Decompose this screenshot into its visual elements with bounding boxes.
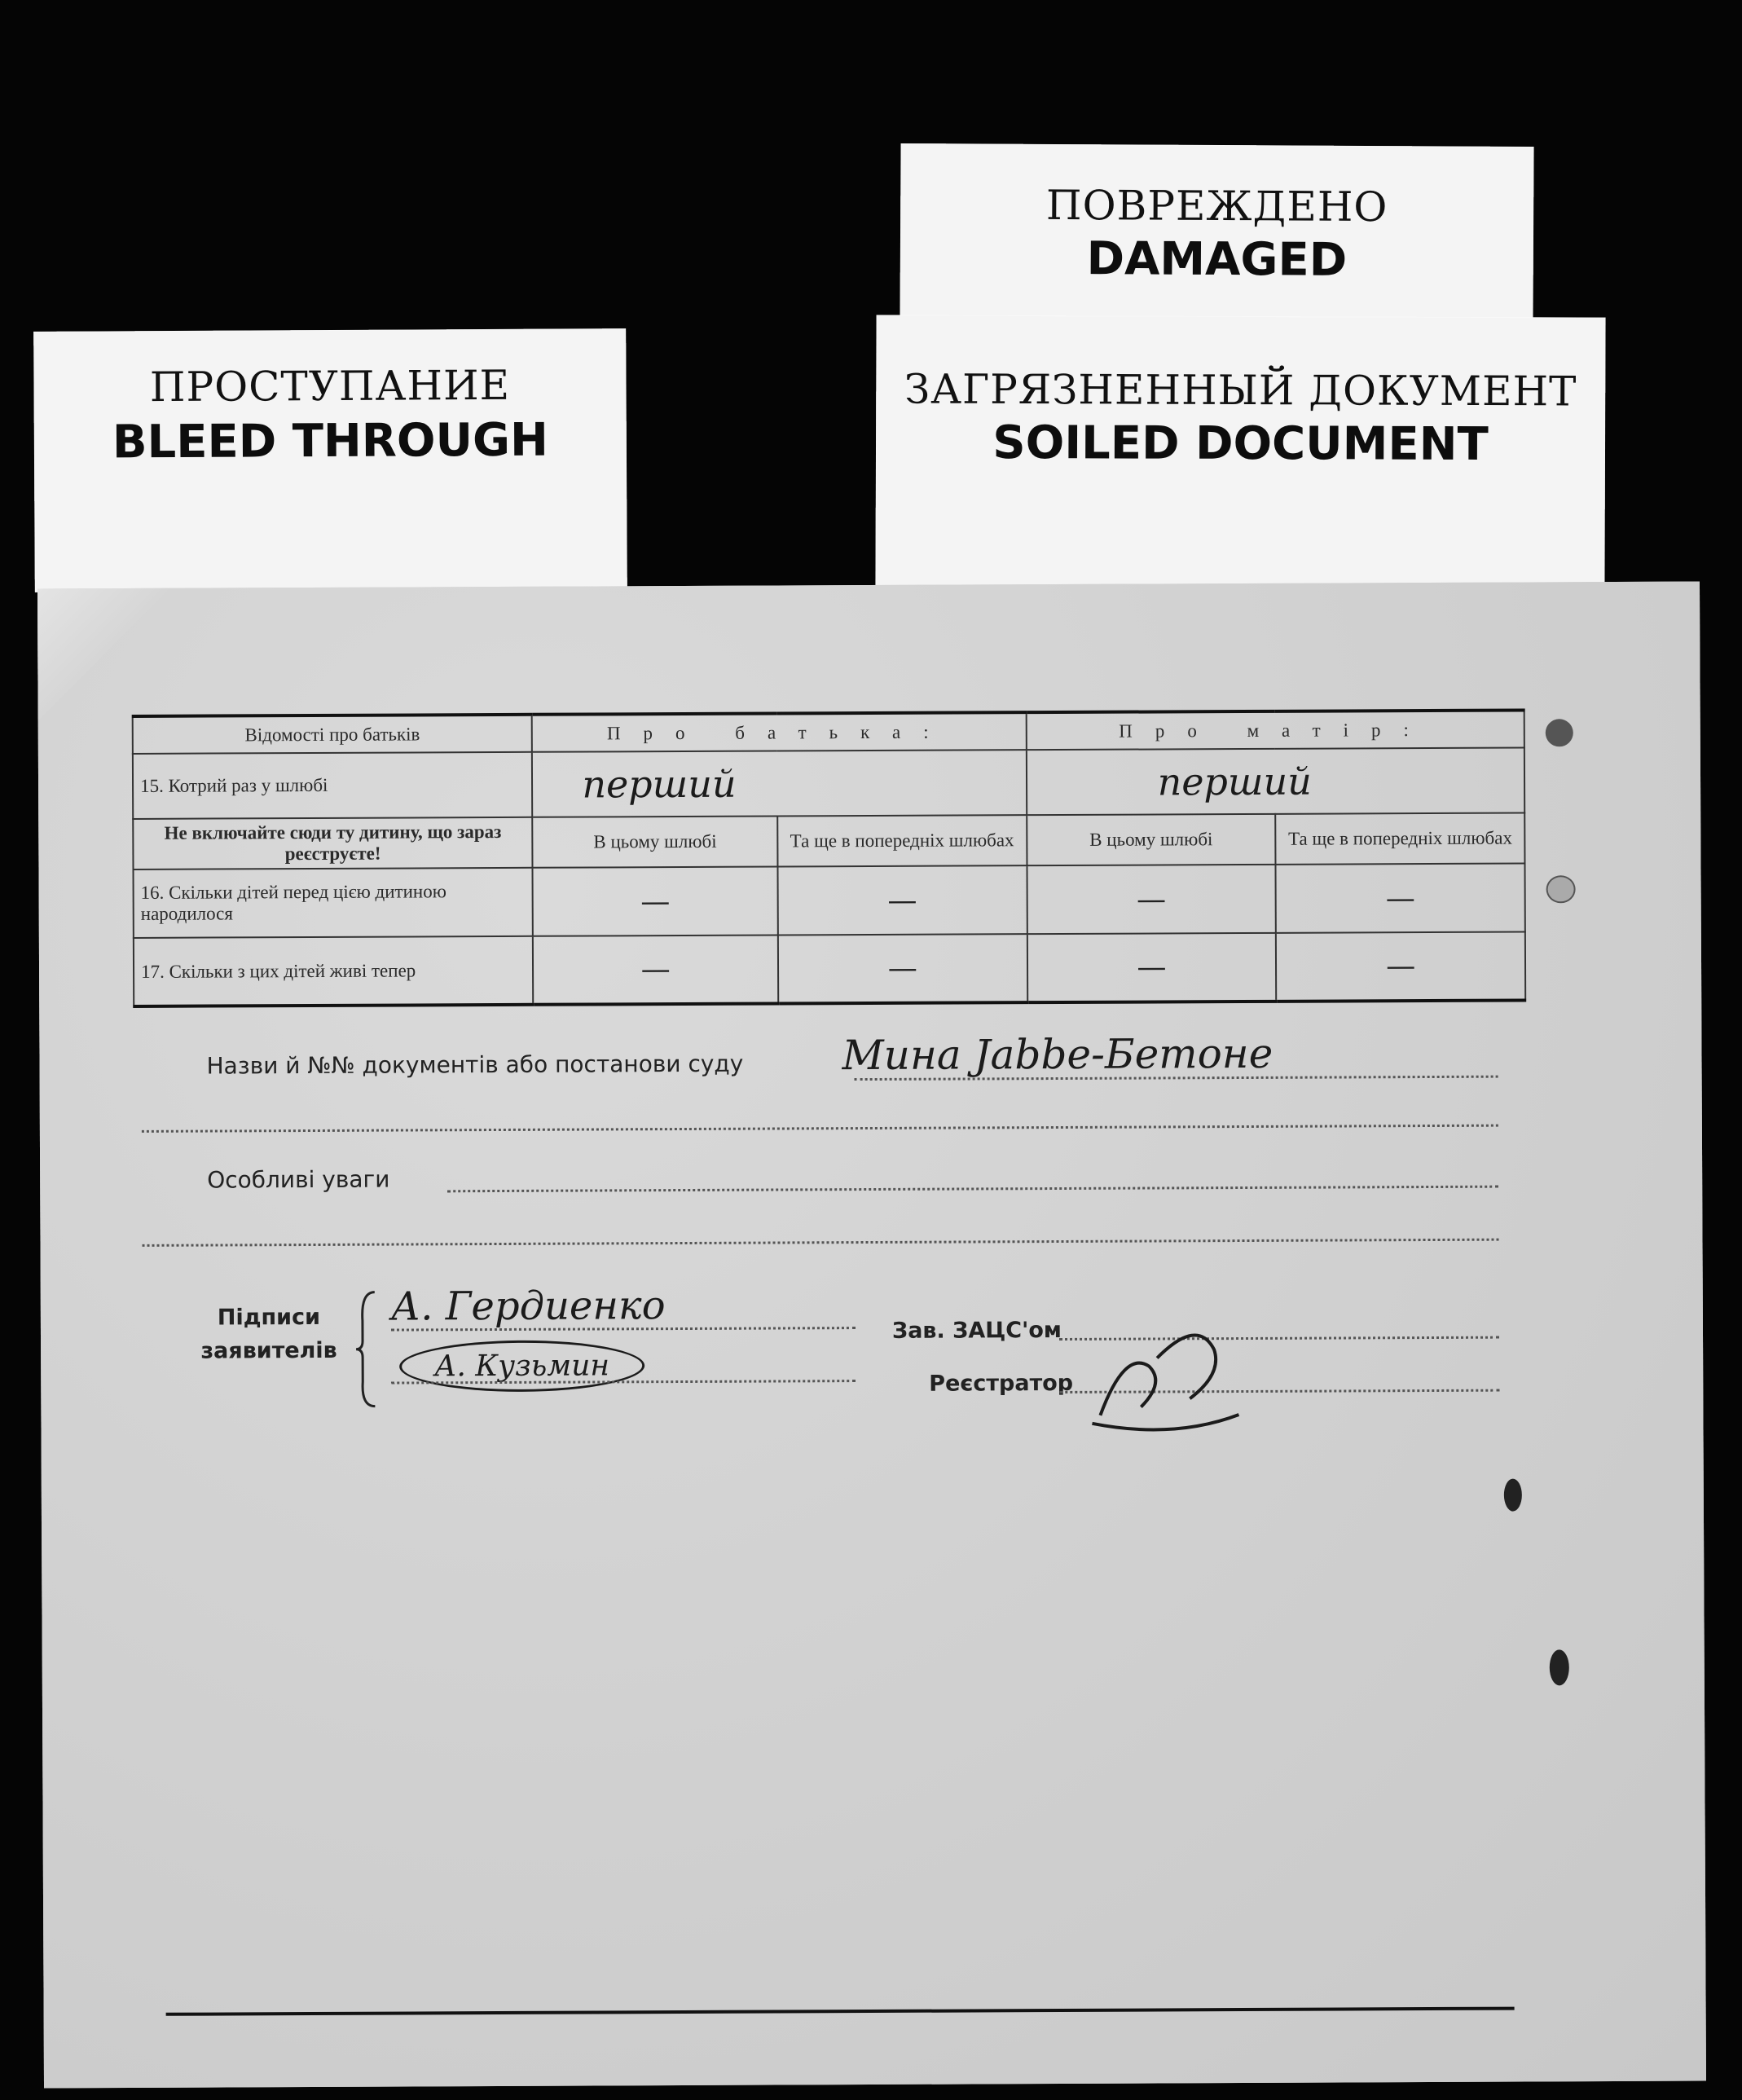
bleed-through-label-en: BLEED THROUGH bbox=[112, 413, 549, 469]
row15-father-value: перший bbox=[532, 750, 1027, 817]
bottom-rule bbox=[166, 2007, 1515, 2016]
father-this-marriage-header: В цьому шлюбі bbox=[533, 816, 778, 867]
damaged-label-ru: ПОВРЕЖДЕНО bbox=[1045, 181, 1388, 231]
row15-label: 15. Котрий раз у шлюбі bbox=[133, 752, 533, 819]
row16-label: 16. Скільки дітей перед цією дитиною народилося bbox=[133, 868, 533, 938]
applicants-signatures-label bbox=[200, 1305, 338, 1364]
damaged-label-en: DAMAGED bbox=[1086, 232, 1348, 287]
registrar-label: Реєстратор bbox=[929, 1370, 1074, 1397]
mother-this-marriage-header: В цьому шлюбі bbox=[1027, 814, 1276, 865]
soiled-document-label-en: SOILED DOCUMENT bbox=[992, 416, 1489, 472]
row17-mother-this: — bbox=[1027, 933, 1276, 1002]
row15-mother-value: перший bbox=[1026, 747, 1524, 815]
notes-line-2 bbox=[143, 1239, 1499, 1247]
page-crease bbox=[37, 588, 169, 720]
row16-father-previous: — bbox=[777, 865, 1027, 935]
applicant2-signature: А. Кузьмин bbox=[399, 1340, 644, 1392]
row16-mother-this: — bbox=[1027, 865, 1276, 934]
row16-mother-previous: — bbox=[1276, 863, 1525, 932]
registrar-signature bbox=[1076, 1317, 1272, 1440]
applicants-label-line2: заявителів bbox=[200, 1337, 337, 1364]
applicants-brace bbox=[354, 1288, 380, 1411]
binding-hole-1 bbox=[1546, 719, 1573, 746]
mother-previous-header: Та ще в попередніх шлюбах bbox=[1275, 812, 1524, 864]
row17-mother-previous: — bbox=[1276, 931, 1525, 1001]
notes-label: Особливі уваги bbox=[207, 1165, 390, 1194]
documents-label: Назви й №№ документів або постанови суду bbox=[206, 1050, 744, 1080]
notes-line-1 bbox=[447, 1186, 1498, 1193]
header-father: Про батька: bbox=[532, 712, 1026, 752]
documents-line-2 bbox=[142, 1125, 1498, 1133]
row17-father-this: — bbox=[533, 935, 778, 1004]
parents-info-table bbox=[132, 708, 1527, 1007]
do-not-include-note: Не включайте сюди ту дитину, що зараз реєструєте! bbox=[133, 817, 533, 869]
father-previous-header: Та ще в попередніх шлюбах bbox=[777, 815, 1027, 866]
documents-value: Мина Jabbe-Бетоне bbox=[842, 1029, 1274, 1080]
row16-father-this: — bbox=[533, 866, 778, 936]
head-zags-label: Зав. ЗАЦС'ом bbox=[891, 1317, 1062, 1344]
document-sheet bbox=[37, 582, 1706, 2089]
soiled-document-label-ru: ЗАГРЯЗНЕННЫЙ ДОКУМЕНТ bbox=[904, 365, 1577, 416]
soiled-document-label bbox=[875, 315, 1605, 590]
damage-hole-2 bbox=[1550, 1649, 1569, 1685]
bleed-through-label-ru: ПРОСТУПАНИЕ bbox=[149, 361, 511, 412]
binding-hole-2 bbox=[1546, 875, 1576, 903]
damage-hole-1 bbox=[1504, 1479, 1522, 1512]
row17-label: 17. Скільки з цих дітей живі тепер bbox=[134, 936, 534, 1006]
header-mother: Про матір: bbox=[1026, 710, 1524, 750]
damaged-label bbox=[900, 143, 1533, 330]
applicant1-signature: А. Гердиенко bbox=[390, 1283, 666, 1330]
row17-father-previous: — bbox=[778, 934, 1027, 1003]
applicants-label-line1: Підписи bbox=[217, 1304, 321, 1331]
header-parents-info: Відомості про батьків bbox=[133, 715, 533, 754]
bleed-through-label bbox=[33, 328, 627, 592]
